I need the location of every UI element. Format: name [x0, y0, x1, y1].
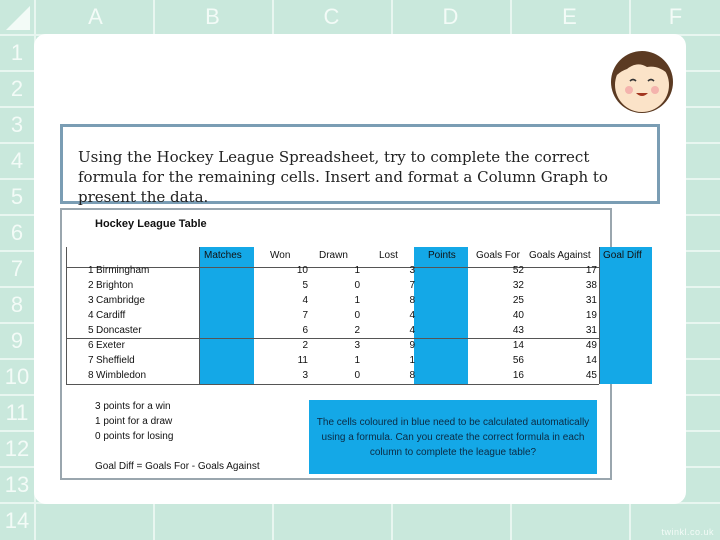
- column-header-e[interactable]: E: [562, 4, 577, 29]
- header-points: Points: [428, 250, 456, 261]
- select-all-corner: [6, 6, 30, 30]
- column-header-b[interactable]: B: [205, 4, 220, 29]
- header-goal-diff: Goal Diff: [603, 250, 642, 261]
- row-header-10[interactable]: 10: [4, 364, 30, 389]
- blue-cells-note: The cells coloured in blue need to be calculated automatically using a formula. Can you create the correct formula in each column to complete the league table?: [309, 400, 597, 474]
- child-face-icon: [607, 45, 677, 115]
- column-header-d[interactable]: D: [442, 4, 459, 29]
- header-goals-for: Goals For: [476, 250, 520, 261]
- rule-draw: 1 point for a draw: [95, 416, 173, 427]
- rule-lose: 0 points for losing: [95, 431, 174, 442]
- row-header-9[interactable]: 9: [10, 328, 24, 353]
- row-header-11[interactable]: 11: [5, 400, 29, 425]
- header-drawn: Drawn: [319, 250, 348, 261]
- sheet-title: Hockey League Table: [95, 218, 207, 230]
- goal-diff-formula-cells[interactable]: [599, 247, 652, 384]
- column-header-f[interactable]: F: [668, 4, 683, 29]
- column-header-a[interactable]: A: [88, 4, 103, 29]
- row-header-12[interactable]: 12: [4, 436, 30, 461]
- row-header-13[interactable]: 13: [4, 472, 30, 497]
- row-header-4[interactable]: 4: [10, 148, 24, 173]
- header-lost: Lost: [379, 250, 398, 261]
- twinkl-logo: twinkl.co.uk: [661, 527, 714, 537]
- goal-diff-formula: Goal Diff = Goals For - Goals Against: [95, 461, 260, 472]
- row-header-8[interactable]: 8: [10, 292, 24, 317]
- hockey-league-sheet: Hockey League Table Matches Won Drawn Lost Points Goals For Goals Against Goal Diff 1 Birmingham 10 1 3 52 17 2 Brighton 5 0 7 32 38 3 Cambridge 4 1 8 25 31 4 Cardiff 7 0 4 40 19 5 Doncaster 6 2 4 43 31 6 Exeter 2 3 9 14 49 7 Sheffield 11 1 1 56 14 8 Wimbledon 3 0 8 16 45 3 points for a win 1 point for a draw 0 points for losing Goal Diff = Goals For - Goals Against The cells coloured in blue need to be calculated automatically using a formula. Can you create the correct formula in each column to complete the league table?: [60, 208, 612, 480]
- header-goals-against: Goals Against: [529, 250, 591, 261]
- row-header-7[interactable]: 7: [10, 256, 24, 281]
- row-header-3[interactable]: 3: [10, 112, 24, 137]
- rule-win: 3 points for a win: [95, 401, 171, 412]
- header-matches: Matches: [204, 250, 242, 261]
- column-header-c[interactable]: C: [323, 4, 340, 29]
- row-header-2[interactable]: 2: [10, 76, 24, 101]
- row-header-6[interactable]: 6: [10, 220, 24, 245]
- instruction-text: Using the Hockey League Spreadsheet, try to complete the correct formula for the remaining cells. Insert and format a Column Graph to present the data.: [60, 124, 660, 204]
- row-header-1[interactable]: 1: [10, 40, 24, 65]
- row-header-14[interactable]: 14: [4, 508, 30, 533]
- header-won: Won: [270, 250, 291, 261]
- row-header-5[interactable]: 5: [10, 184, 24, 209]
